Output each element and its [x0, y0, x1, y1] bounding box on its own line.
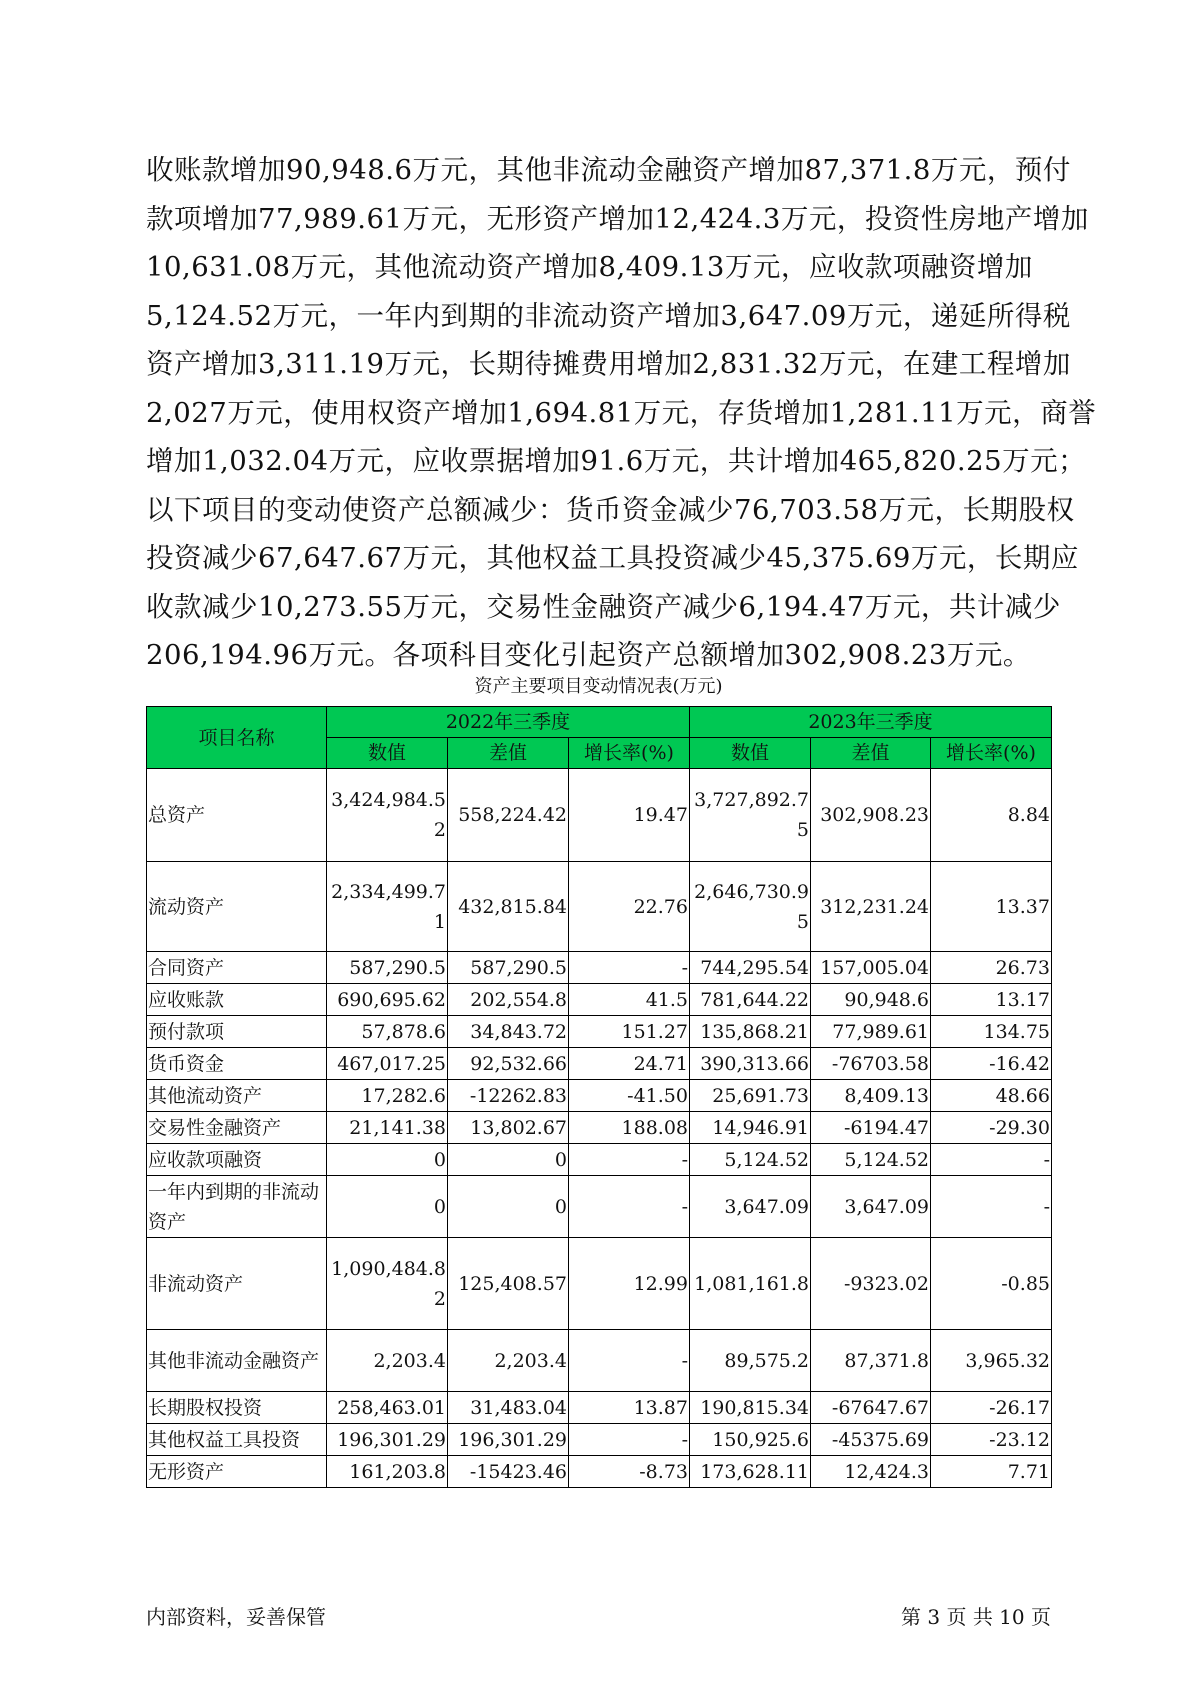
- table-row: [147, 1392, 1052, 1424]
- cell-rate-2023: 13.37: [931, 862, 1052, 952]
- cell-diff-2022: 0: [448, 1144, 569, 1176]
- cell-value-2022: 161,203.8: [327, 1456, 448, 1488]
- cell-rate-2023: -: [931, 1176, 1052, 1238]
- cell-value-2023: 3,647.09: [690, 1176, 811, 1238]
- cell-value-2023: 3,727,892.75: [690, 769, 811, 862]
- cell-diff-2022: 202,554.8: [448, 984, 569, 1016]
- cell-diff-2022: 0: [448, 1176, 569, 1238]
- asset-change-table: [146, 706, 1052, 1488]
- row-name: 无形资产: [147, 1456, 327, 1488]
- table-row: [147, 1080, 1052, 1112]
- table-row: [147, 1330, 1052, 1392]
- cell-value-2023: 781,644.22: [690, 984, 811, 1016]
- cell-rate-2023: 26.73: [931, 952, 1052, 984]
- cell-rate-2022: -: [569, 1176, 690, 1238]
- header-rate-2022: 增长率(%): [569, 738, 690, 769]
- cell-value-2022: 196,301.29: [327, 1424, 448, 1456]
- cell-rate-2023: -23.12: [931, 1424, 1052, 1456]
- table-row: [147, 1456, 1052, 1488]
- paragraph-line: 款项增加77,989.61万元，无形资产增加12,424.3万元，投资性房地产增加: [146, 202, 1089, 235]
- cell-value-2022: 0: [327, 1176, 448, 1238]
- cell-diff-2023: 87,371.8: [811, 1330, 931, 1392]
- cell-diff-2023: -45375.69: [811, 1424, 931, 1456]
- table-row: [147, 984, 1052, 1016]
- table-row: [147, 1176, 1052, 1238]
- cell-rate-2023: -16.42: [931, 1048, 1052, 1080]
- cell-rate-2022: 13.87: [569, 1392, 690, 1424]
- cell-value-2023: 2,646,730.95: [690, 862, 811, 952]
- paragraph-line: 资产增加3,311.19万元，长期待摊费用增加2,831.32万元，在建工程增加: [146, 348, 1071, 380]
- footer-confidential-note: 内部资料，妥善保管: [146, 1605, 326, 1629]
- cell-value-2023: 135,868.21: [690, 1016, 811, 1048]
- cell-diff-2023: -67647.67: [811, 1392, 931, 1424]
- row-name: 预付款项: [147, 1016, 327, 1048]
- cell-diff-2022: 13,802.67: [448, 1112, 569, 1144]
- table-row: [147, 769, 1052, 862]
- header-period-2023: 2023年三季度: [690, 707, 1052, 738]
- paragraph-line: 投资减少67,647.67万元，其他权益工具投资减少45,375.69万元，长期应: [146, 542, 1079, 574]
- table-row: [147, 1424, 1052, 1456]
- cell-value-2023: 25,691.73: [690, 1080, 811, 1112]
- cell-rate-2022: 12.99: [569, 1238, 690, 1330]
- paragraph-line: 2,027万元，使用权资产增加1,694.81万元，存货增加1,281.11万元，商誉: [146, 396, 1097, 429]
- table-row: [147, 1112, 1052, 1144]
- header-rate-2023: 增长率(%): [931, 738, 1052, 769]
- cell-diff-2023: 12,424.3: [811, 1456, 931, 1488]
- cell-rate-2023: -0.85: [931, 1238, 1052, 1330]
- cell-diff-2023: 8,409.13: [811, 1080, 931, 1112]
- cell-rate-2022: -: [569, 1330, 690, 1392]
- cell-diff-2023: -9323.02: [811, 1238, 931, 1330]
- cell-rate-2023: 8.84: [931, 769, 1052, 862]
- row-name: 货币资金: [147, 1048, 327, 1080]
- table-row: [147, 1238, 1052, 1330]
- cell-diff-2023: 157,005.04: [811, 952, 931, 984]
- row-name: 合同资产: [147, 952, 327, 984]
- cell-diff-2022: 31,483.04: [448, 1392, 569, 1424]
- cell-rate-2022: -8.73: [569, 1456, 690, 1488]
- table-row: [147, 862, 1052, 952]
- cell-value-2022: 587,290.5: [327, 952, 448, 984]
- cell-rate-2022: 19.47: [569, 769, 690, 862]
- header-value-2022: 数值: [327, 738, 448, 769]
- cell-diff-2023: 312,231.24: [811, 862, 931, 952]
- footer-page-number: 第 3 页 共 10 页: [901, 1605, 1051, 1629]
- header-value-2023: 数值: [690, 738, 811, 769]
- row-name: 长期股权投资: [147, 1392, 327, 1424]
- cell-value-2023: 744,295.54: [690, 952, 811, 984]
- cell-rate-2023: 13.17: [931, 984, 1052, 1016]
- paragraph-line: 收款减少10,273.55万元，交易性金融资产减少6,194.47万元，共计减少: [146, 590, 1061, 623]
- row-name: 非流动资产: [147, 1238, 327, 1330]
- cell-value-2022: 1,090,484.82: [327, 1238, 448, 1330]
- cell-rate-2023: 7.71: [931, 1456, 1052, 1488]
- cell-diff-2022: 92,532.66: [448, 1048, 569, 1080]
- paragraph-line: 5,124.52万元，一年内到期的非流动资产增加3,647.09万元，递延所得税: [146, 299, 1071, 332]
- paragraph-line: 增加1,032.04万元，应收票据增加91.6万元，共计增加465,820.25万元；: [146, 445, 1087, 477]
- cell-value-2023: 173,628.11: [690, 1456, 811, 1488]
- cell-rate-2023: 48.66: [931, 1080, 1052, 1112]
- cell-value-2022: 2,203.4: [327, 1330, 448, 1392]
- row-name: 总资产: [147, 769, 327, 862]
- table-row: [147, 1144, 1052, 1176]
- cell-value-2023: 190,815.34: [690, 1392, 811, 1424]
- cell-rate-2022: 41.5: [569, 984, 690, 1016]
- row-name: 应收款项融资: [147, 1144, 327, 1176]
- row-name: 其他权益工具投资: [147, 1424, 327, 1456]
- paragraph-line: 以下项目的变动使资产总额减少：货币资金减少76,703.58万元，长期股权: [146, 493, 1075, 526]
- cell-diff-2022: 125,408.57: [448, 1238, 569, 1330]
- cell-diff-2022: -15423.46: [448, 1456, 569, 1488]
- paragraph-line: 收账款增加90,948.6万元，其他非流动金融资产增加87,371.8万元，预付: [146, 154, 1071, 186]
- cell-rate-2023: 3,965.32: [931, 1330, 1052, 1392]
- paragraph-line: 10,631.08万元，其他流动资产增加8,409.13万元，应收款项融资增加: [146, 251, 1033, 283]
- cell-diff-2022: 587,290.5: [448, 952, 569, 984]
- header-item-name: 项目名称: [147, 707, 327, 769]
- row-name: 流动资产: [147, 862, 327, 952]
- table-row: [147, 1048, 1052, 1080]
- cell-rate-2023: -26.17: [931, 1392, 1052, 1424]
- cell-rate-2023: 134.75: [931, 1016, 1052, 1048]
- cell-value-2022: 57,878.6: [327, 1016, 448, 1048]
- cell-rate-2022: 24.71: [569, 1048, 690, 1080]
- table-row: [147, 952, 1052, 984]
- cell-rate-2022: -: [569, 1424, 690, 1456]
- header-diff-2022: 差值: [448, 738, 569, 769]
- cell-rate-2023: -29.30: [931, 1112, 1052, 1144]
- table-caption: 资产主要项目变动情况表(万元): [474, 676, 723, 697]
- cell-diff-2023: 302,908.23: [811, 769, 931, 862]
- body-paragraph: [146, 146, 1097, 680]
- cell-value-2023: 390,313.66: [690, 1048, 811, 1080]
- cell-rate-2023: -: [931, 1144, 1052, 1176]
- row-name: 其他非流动金融资产: [147, 1330, 327, 1392]
- header-diff-2023: 差值: [811, 738, 931, 769]
- cell-value-2023: 5,124.52: [690, 1144, 811, 1176]
- cell-diff-2022: 432,815.84: [448, 862, 569, 952]
- paragraph-line: 206,194.96万元。各项科目变化引起资产总额增加302,908.23万元。: [146, 639, 1031, 671]
- cell-value-2023: 1,081,161.8: [690, 1238, 811, 1330]
- cell-diff-2023: 3,647.09: [811, 1176, 931, 1238]
- cell-rate-2022: -: [569, 952, 690, 984]
- cell-rate-2022: 188.08: [569, 1112, 690, 1144]
- cell-value-2022: 690,695.62: [327, 984, 448, 1016]
- cell-diff-2022: 558,224.42: [448, 769, 569, 862]
- table-row: [147, 1016, 1052, 1048]
- header-period-2022: 2022年三季度: [327, 707, 690, 738]
- cell-diff-2022: 196,301.29: [448, 1424, 569, 1456]
- row-name: 应收账款: [147, 984, 327, 1016]
- cell-value-2022: 258,463.01: [327, 1392, 448, 1424]
- cell-diff-2023: -6194.47: [811, 1112, 931, 1144]
- cell-diff-2022: 2,203.4: [448, 1330, 569, 1392]
- cell-rate-2022: 151.27: [569, 1016, 690, 1048]
- cell-diff-2023: 90,948.6: [811, 984, 931, 1016]
- cell-value-2023: 14,946.91: [690, 1112, 811, 1144]
- cell-rate-2022: 22.76: [569, 862, 690, 952]
- cell-value-2022: 3,424,984.52: [327, 769, 448, 862]
- cell-diff-2023: -76703.58: [811, 1048, 931, 1080]
- cell-value-2022: 17,282.6: [327, 1080, 448, 1112]
- cell-diff-2023: 5,124.52: [811, 1144, 931, 1176]
- row-name: 一年内到期的非流动资产: [147, 1176, 327, 1238]
- cell-diff-2022: -12262.83: [448, 1080, 569, 1112]
- cell-diff-2022: 34,843.72: [448, 1016, 569, 1048]
- row-name: 交易性金融资产: [147, 1112, 327, 1144]
- cell-value-2022: 0: [327, 1144, 448, 1176]
- cell-value-2022: 21,141.38: [327, 1112, 448, 1144]
- cell-value-2022: 2,334,499.71: [327, 862, 448, 952]
- cell-value-2023: 150,925.6: [690, 1424, 811, 1456]
- row-name: 其他流动资产: [147, 1080, 327, 1112]
- cell-diff-2023: 77,989.61: [811, 1016, 931, 1048]
- cell-value-2023: 89,575.2: [690, 1330, 811, 1392]
- cell-rate-2022: -41.50: [569, 1080, 690, 1112]
- cell-rate-2022: -: [569, 1144, 690, 1176]
- cell-value-2022: 467,017.25: [327, 1048, 448, 1080]
